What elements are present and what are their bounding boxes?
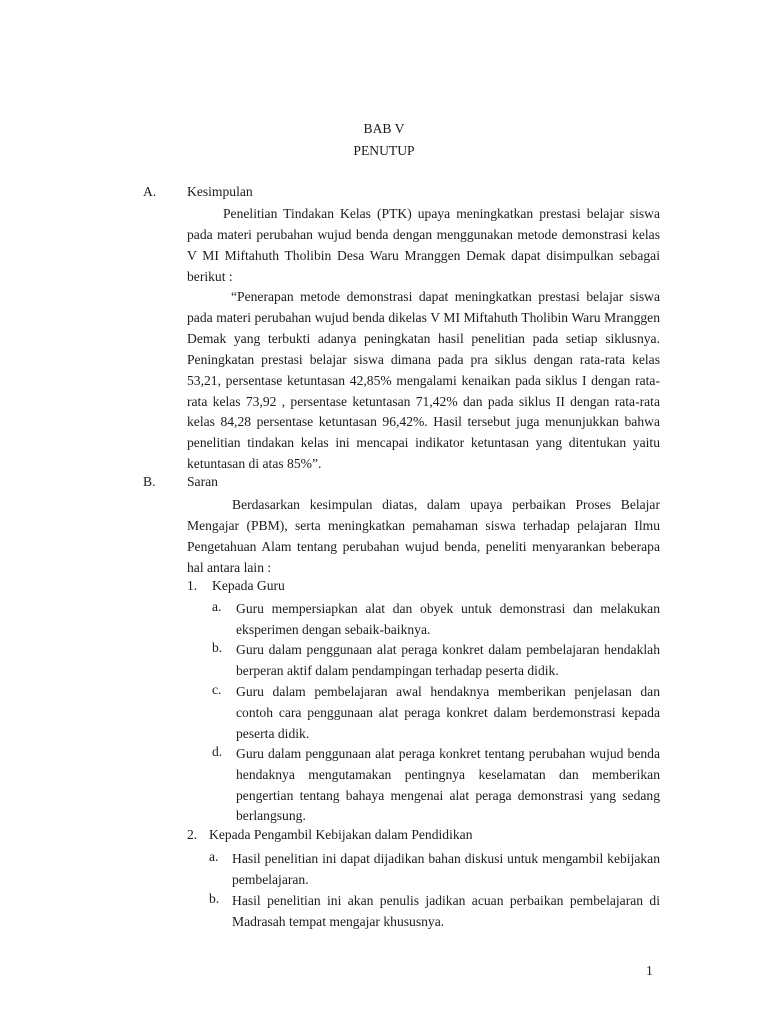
list-item-text: Guru mempersiapkan alat dan obyek untuk demonstrasi dan melakukan eksperimen dengan sebaik-baiknya. <box>236 601 660 637</box>
list-item-text: Guru dalam pembelajaran awal hendaknya memberikan penjelasan dan contoh cara penggunaan alat peraga konkret dalam berdemonstrasi kepada peserta didik. <box>236 684 660 741</box>
list-item-text: Hasil penelitian ini dapat dijadikan bahan diskusi untuk mengambil kebijakan pembelajaran. <box>232 851 660 887</box>
section-a-paragraph: Penelitian Tindakan Kelas (PTK) upaya meningkatkan prestasi belajar siswa pada materi perubahan wujud benda dengan menggunakan metode demonstrasi kelas V MI Miftahuth Tholibin Desa Waru Mranggen Demak dapat disimpulkan sebagai berikut : <box>187 206 660 284</box>
list2-number: 2. <box>187 827 198 842</box>
list-letter: d. <box>212 744 223 759</box>
list-item-text: Hasil penelitian ini akan penulis jadikan acuan perbaikan pembelajaran di Madrasah tempat mengajar khususnya. <box>232 893 660 929</box>
section-b-marker: B. <box>143 474 156 489</box>
list-letter: b. <box>209 891 220 906</box>
list1-heading: Kepada Guru <box>212 578 285 593</box>
chapter-subtitle: PENUTUP <box>353 143 415 158</box>
conclusion-quote: “Penerapan metode demonstrasi dapat meningkatkan prestasi belajar siswa pada materi perubahan wujud benda dikelas V MI Miftahuth Tholibin Waru Mranggen Demak yang terbukti adanya peningkatan hasil penelitian pada setiap siklusnya. Peningkatan prestasi belajar siswa dimana pada pra siklus dengan rata-rata kelas 53,21, persentase ketuntasan 42,85% mengalami kenaikan pada siklus I dengan rata-rata kelas 73,92 , persentase ketuntasan 71,42% dan pada siklus II dengan rata-rata kelas 84,28 persentase ketuntasan 96,42%. Hasil tersebut juga menunjukkan bahwa penelitian tindakan kelas ini mencapai indikator ketuntasan yang ditentukan yaitu ketuntasan di atas 85%”. <box>187 289 660 472</box>
list-item-text: Guru dalam penggunaan alat peraga konkret tentang perubahan wujud benda hendaknya mengutamakan pentingnya keselamatan dan memberikan pengertian tentang bahaya mengenai alat peraga demonstrasi yang sedang berlangsung. <box>236 746 660 824</box>
section-b-paragraph: Berdasarkan kesimpulan diatas, dalam upaya perbaikan Proses Belajar Mengajar (PBM), serta meningkatkan pemahaman siswa terhadap pelajaran Ilmu Pengetahuan Alam tentang perubahan wujud benda, peneliti menyarankan beberapa hal antara lain : <box>187 497 660 575</box>
list2-heading: Kepada Pengambil Kebijakan dalam Pendidikan <box>209 827 473 842</box>
section-b-heading: Saran <box>187 474 218 489</box>
list-letter: c. <box>212 682 222 697</box>
section-a-heading: Kesimpulan <box>187 184 253 199</box>
section-a-marker: A. <box>143 184 157 199</box>
list-letter: a. <box>212 599 222 614</box>
list-item-text: Guru dalam penggunaan alat peraga konkret dalam pembelajaran hendaklah berperan aktif dalam pendampingan terhadap peserta didik. <box>236 642 660 678</box>
list-letter: a. <box>209 849 219 864</box>
page-number: 1 <box>646 963 653 978</box>
list1-number: 1. <box>187 578 198 593</box>
chapter-title: BAB V <box>363 121 405 136</box>
list-letter: b. <box>212 640 223 655</box>
